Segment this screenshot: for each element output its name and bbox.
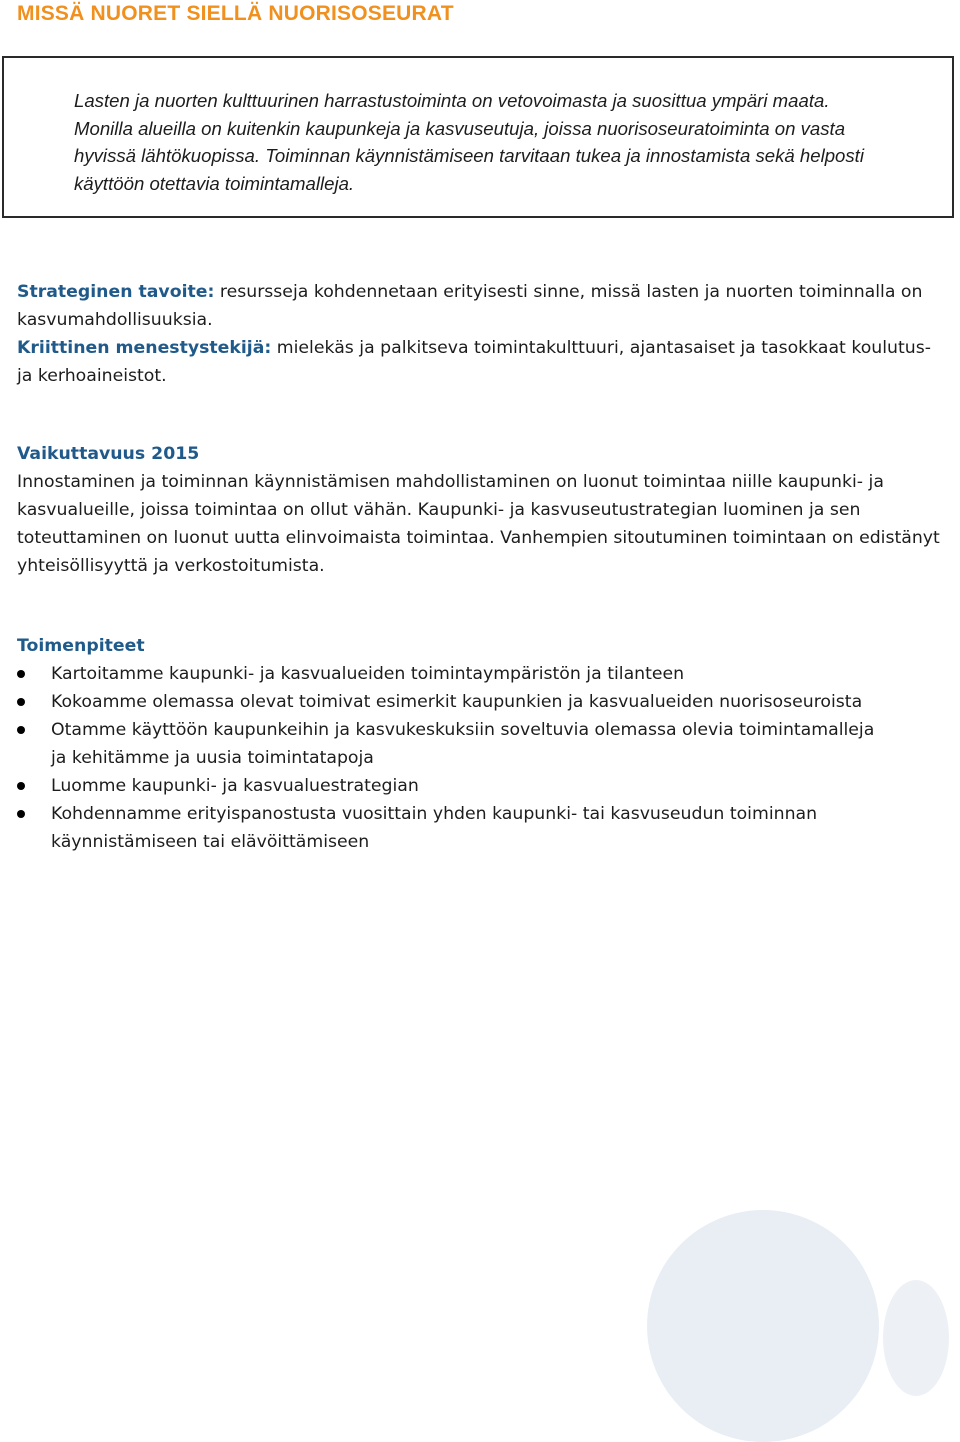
bullet-icon xyxy=(17,670,25,678)
list-item-text: Kokoamme olemassa olevat toimivat esimerkit kaupunkien ja kasvualueiden nuorisoseuroista xyxy=(51,692,863,712)
decorative-circle xyxy=(883,1280,949,1396)
strategic-goal xyxy=(17,278,947,334)
critical-factor-text: mielekäs ja palkitseva toimintakulttuuri, ajantasaiset ja tasokkaat koulutus- ja kerhoaineistot. xyxy=(17,338,931,386)
impact-heading: Vaikuttavuus 2015 xyxy=(17,444,200,464)
page-title: MISSÄ NUORET SIELLÄ NUORISOSEURAT xyxy=(17,2,454,25)
list-item-text: Luomme kaupunki- ja kasvualuestrategian xyxy=(51,776,419,796)
bullet-icon xyxy=(17,810,25,818)
measures-list xyxy=(17,660,947,856)
decorative-circle xyxy=(647,1210,879,1442)
list-item xyxy=(17,660,891,688)
list-item-text: Kohdennamme erityispanostusta vuosittain yhden kaupunki- tai kasvuseudun toiminnan käynnistämiseen tai elävöittämiseen xyxy=(51,804,818,852)
measures-heading: Toimenpiteet xyxy=(17,636,145,656)
list-item-text: Kartoitamme kaupunki- ja kasvualueiden toimintaympäristön ja tilanteen xyxy=(51,664,685,684)
list-item-text: Otamme käyttöön kaupunkeihin ja kasvukeskuksiin soveltuvia olemassa olevia toimintamalleja ja kehitämme ja uusia toimintatapoja xyxy=(51,720,875,768)
impact-text: Innostaminen ja toiminnan käynnistämisen mahdollistaminen on luonut toimintaa niille kaupunki- ja kasvualueille, joissa toimintaa on ollut vähän. Kaupunki- ja kasvuseutustrategian luominen ja sen toteuttaminen on luonut uutta elinvoimaista toimintaa. Vanhempien sitoutuminen toimintaan on edistänyt yhteisöllisyyttä ja verkostoitumista. xyxy=(17,472,940,576)
strategy-section xyxy=(17,278,947,390)
intro-box xyxy=(2,56,954,218)
bullet-icon xyxy=(17,698,25,706)
impact-section xyxy=(17,440,947,580)
critical-factor-label: Kriittinen menestystekijä: xyxy=(17,338,272,358)
list-item xyxy=(17,716,891,772)
critical-success-factor xyxy=(17,334,947,390)
measures-section xyxy=(17,632,947,856)
list-item xyxy=(17,688,891,716)
strategic-goal-label: Strateginen tavoite: xyxy=(17,282,215,302)
bullet-icon xyxy=(17,782,25,790)
bullet-icon xyxy=(17,726,25,734)
list-item xyxy=(17,772,891,800)
intro-text: Lasten ja nuorten kulttuurinen harrastustoiminta on vetovoimasta ja suosittua ympäri maata. Monilla alueilla on kuitenkin kaupunkeja ja kasvuseutuja, joissa nuorisoseuratoiminta on vasta hyvissä lähtökuopissa. Toiminnan käynnistämiseen tarvitaan tukea ja innostamista sekä helposti käyttöön otettavia toimintamalleja. xyxy=(74,90,864,194)
list-item xyxy=(17,800,891,856)
strategic-goal-text: resursseja kohdennetaan erityisesti sinne, missä lasten ja nuorten toiminnalla on kasvumahdollisuuksia. xyxy=(17,282,923,330)
